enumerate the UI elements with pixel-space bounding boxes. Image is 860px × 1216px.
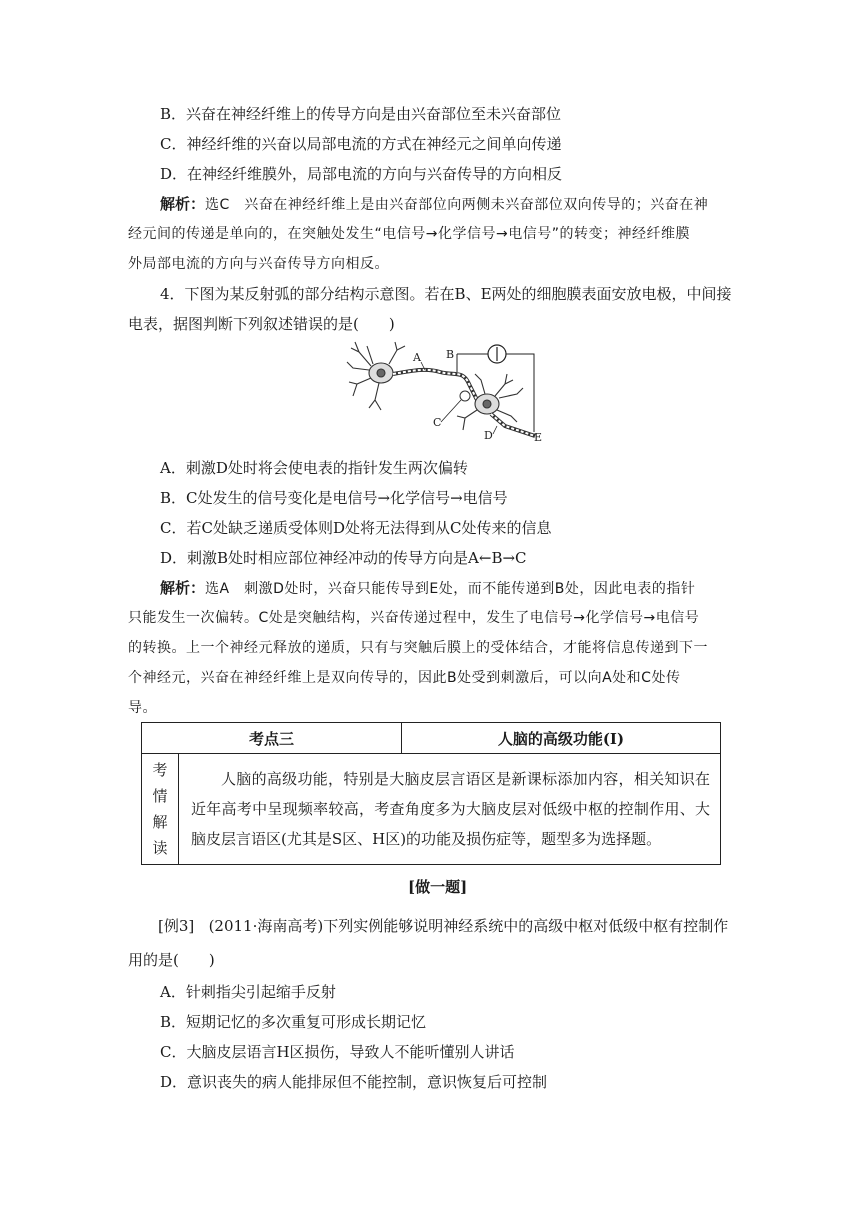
kaodian-body: 人脑的高级功能，特别是大脑皮层言语区是新课标添加内容，相关知识在近年高考中呈现频率较高，考查角度多为大脑皮层对低级中枢的控制作用、大脑皮层言语区(尤其是S区、H区)的功能及损伤症等，题型多为选择题。 [179,754,721,865]
synapse-c [460,391,470,401]
q4-option-c: C．若C处缺乏递质受体则D处将无法得到从C处传来的信息 [160,519,552,537]
figure-label-a: A [413,351,421,364]
q3-option-b: B．兴奋在神经纤维上的传导方向是由兴奋部位至未兴奋部位 [160,105,562,123]
q4-analysis-line-4: 个神经元，兴奋在神经纤维上是双向传导的，因此B处受到刺激后，可以向A处和C处传 [128,670,681,686]
q4-stem-line-1: 4．下图为某反射弧的部分结构示意图。若在B、E两处的细胞膜表面安放电极，中间接 [160,285,732,303]
q4-analysis-line-3: 的转换。上一个神经元释放的递质，只有与突触后膜上的受体结合，才能将信息传递到下一 [128,640,708,656]
q4-option-b: B．C处发生的信号变化是电信号→化学信号→电信号 [160,489,508,507]
q3-analysis-line-2: 经元间的传递是单向的，在突触处发生“电信号→化学信号→电信号”的转变；神经纤维膜 [128,226,690,242]
kaodian-title: 考点三 [142,723,402,754]
q4-analysis-line-2: 只能发生一次偏转。C处是突触结构，兴奋传递过程中，发生了电信号→化学信号→电信号 [128,610,700,626]
example3-option-a: A．针刺指尖引起缩手反射 [160,983,336,1001]
reflex-arc-figure [345,340,550,446]
q3-option-d: D．在神经纤维膜外，局部电流的方向与兴奋传导的方向相反 [160,165,563,183]
example3-option-d: D．意识丧失的病人能排尿但不能控制，意识恢复后可控制 [160,1073,548,1091]
q3-option-c: C．神经纤维的兴奋以局部电流的方式在神经元之间单向传递 [160,135,562,153]
q4-analysis-line-5: 导。 [128,700,157,716]
example3-option-c: C．大脑皮层语言H区损伤，导致人不能听懂别人讲话 [160,1043,515,1061]
axon-1 [393,370,477,400]
neuron-1-icon [347,342,405,410]
kaodian-table [141,722,721,865]
q4-stem-line-2: 电表，据图判断下列叙述错误的是( ) [128,315,395,333]
example3-source: (2011·海南高考) [208,917,324,935]
figure-label-e: E [534,431,543,444]
kaodian-side-label: 考 情 解 读 [142,754,179,865]
figure-label-b: B [446,348,455,361]
q3-analysis-line-3: 外局部电流的方向与兴奋传导方向相反。 [128,256,389,272]
figure-label-d: D [484,429,493,442]
kaodian-topic: 人脑的高级功能(Ⅰ) [401,723,720,754]
q3-analysis-line-1: 解析：选C 兴奋在神经纤维上是由兴奋部位向两侧未兴奋部位双向传导的；兴奋在神 [160,195,709,213]
q4-option-a: A．刺激D处时将会使电表的指针发生两次偏转 [160,459,468,477]
example3-tag: [例3] [158,917,195,935]
q4-option-d: D．刺激B处时相应部位神经冲动的传导方向是A←B→C [160,549,527,567]
q4-analysis-label: 解析： [160,579,206,597]
example3-stem-line-1: [例3] (2011·海南高考)下列实例能够说明神经系统中的高级中枢对低级中枢有控制作 [158,917,729,935]
q3-analysis-label: 解析： [160,195,206,213]
section-heading: [做一题] [408,878,468,896]
figure-label-c: C [433,416,442,429]
example3-stem-line-2: 用的是( ) [128,951,215,969]
example3-option-b: B．短期记忆的多次重复可形成长期记忆 [160,1013,427,1031]
q4-analysis-line-1: 解析：选A 刺激D处时，兴奋只能传导到E处，而不能传递到B处，因此电表的指针 [160,579,696,597]
